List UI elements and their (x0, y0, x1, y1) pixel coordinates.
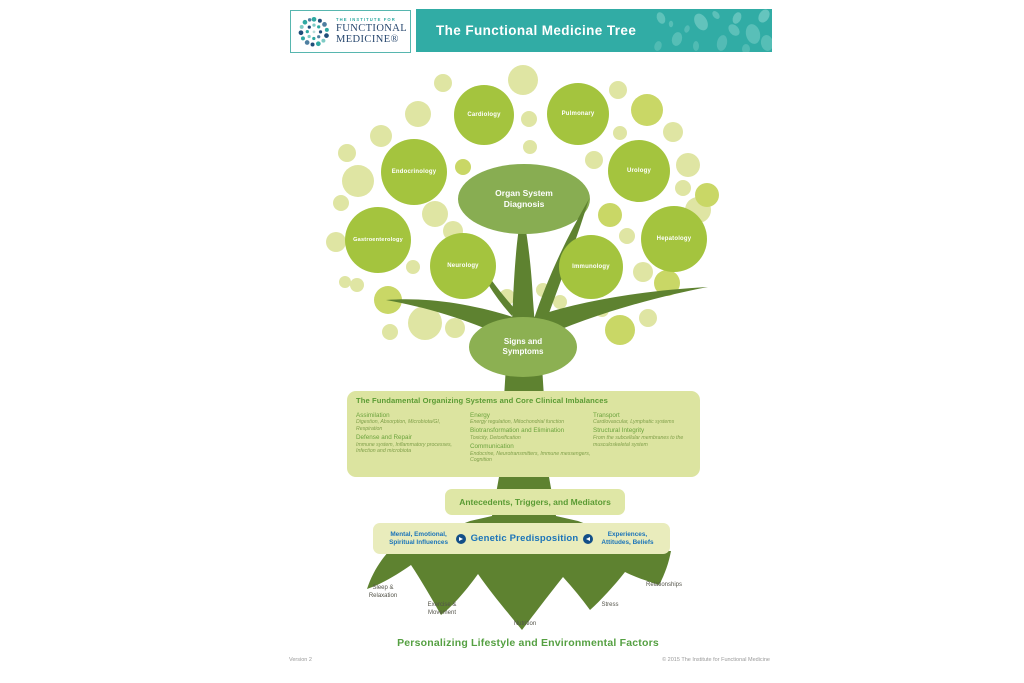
circle-label: Gastroenterology (353, 237, 403, 243)
fundamental-column-2 (470, 410, 592, 465)
root-label-nutrition: Nutrition (513, 621, 537, 627)
organ-system-diagnosis-label: Organ System Diagnosis (495, 188, 553, 209)
circle-label: Cardiology (467, 112, 501, 118)
antecedents-panel (445, 489, 625, 515)
item-desc: Cardiovascular, Lymphatic systems (593, 419, 675, 426)
ifm-logo (290, 10, 411, 53)
item-title: Energy (470, 411, 490, 419)
item-title: Communication (470, 443, 514, 451)
fundamental-title: The Fundamental Organizing Systems and Core Clinical Imbalances (356, 396, 608, 405)
arrow-left-icon (583, 534, 593, 544)
copyright-label: © 2015 The Institute for Functional Medicine (662, 657, 770, 663)
title-banner (416, 9, 772, 52)
roots (367, 548, 671, 630)
circle-label: Endocrinology (391, 169, 437, 175)
mental-emotional-spiritual-label: Mental, Emotional, Spiritual Influences (389, 530, 449, 546)
fundamental-column-1 (356, 410, 466, 456)
item-desc: From the subcellular membranes to the musculoskeletal system (593, 434, 684, 448)
root-label-relationships: Relationships (645, 582, 683, 588)
item-title: Transport (593, 411, 620, 419)
root-label-sleep: Sleep & Relaxation (368, 585, 398, 599)
circle-label: Pulmonary (561, 111, 595, 117)
item-title: Biotransformation and Elimination (470, 427, 565, 435)
fundamental-systems-panel (347, 391, 700, 477)
signs-and-symptoms-ellipse: Signs and Symptoms (469, 317, 577, 377)
logo-line-1: THE INSTITUTE FOR (336, 16, 396, 22)
arrow-right-icon (456, 534, 466, 544)
circle-label: Immunology (572, 264, 610, 270)
personalizing-tagline: Personalizing Lifestyle and Environmental Factors (397, 637, 659, 649)
item-title: Defense and Repair (356, 434, 413, 442)
circle-label: Hepatology (656, 236, 692, 242)
circle-label: Neurology (447, 263, 479, 269)
ifm-logo-text (336, 18, 407, 46)
genetic-predisposition-label: Genetic Predisposition (470, 533, 579, 544)
antecedents-label: Antecedents, Triggers, and Mediators (459, 497, 611, 507)
item-desc: Endocrine, Neurotransmitters, Immune messengers, Cognition (470, 450, 591, 464)
leaf-pattern (647, 9, 772, 52)
organ-circle-hepatology (641, 206, 707, 272)
genetic-predisposition-row (373, 523, 670, 554)
fundamental-column-3 (593, 410, 693, 449)
item-desc: Toxicity, Detoxification (470, 434, 521, 441)
logo-line-2: FUNCTIONAL (336, 22, 408, 34)
experiences-attitudes-beliefs-label: Experiences, Attitudes, Beliefs (601, 530, 654, 546)
organ-circle-gastroenterology (345, 207, 411, 273)
organ-circle-cardiology (454, 85, 514, 145)
version-label: Version 2 (289, 657, 312, 663)
organ-circle-endocrinology (381, 139, 447, 205)
organ-circle-pulmonary (547, 83, 609, 145)
organ-circle-neurology (430, 233, 496, 299)
root-label-stress: Stress (601, 602, 619, 608)
item-desc: Immune system, Inflammatory processes, Infection and microbiota (356, 441, 452, 455)
logo-line-3: MEDICINE® (336, 34, 399, 46)
organ-circle-urology (608, 140, 670, 202)
item-title: Assimilation (356, 411, 390, 419)
item-desc: Energy regulation, Mitochondrial function (470, 419, 565, 426)
poster-title: The Functional Medicine Tree (436, 23, 637, 38)
root-label-exercise: Exercise & Movement (427, 602, 457, 616)
item-title: Structural Integrity (593, 427, 645, 435)
ifm-swirl-icon (295, 13, 333, 51)
item-desc: Digestion, Absorption, Microbiota/GI, Respiration (356, 419, 441, 432)
circle-label: Urology (626, 168, 652, 174)
organ-circle-immunology (559, 235, 623, 299)
